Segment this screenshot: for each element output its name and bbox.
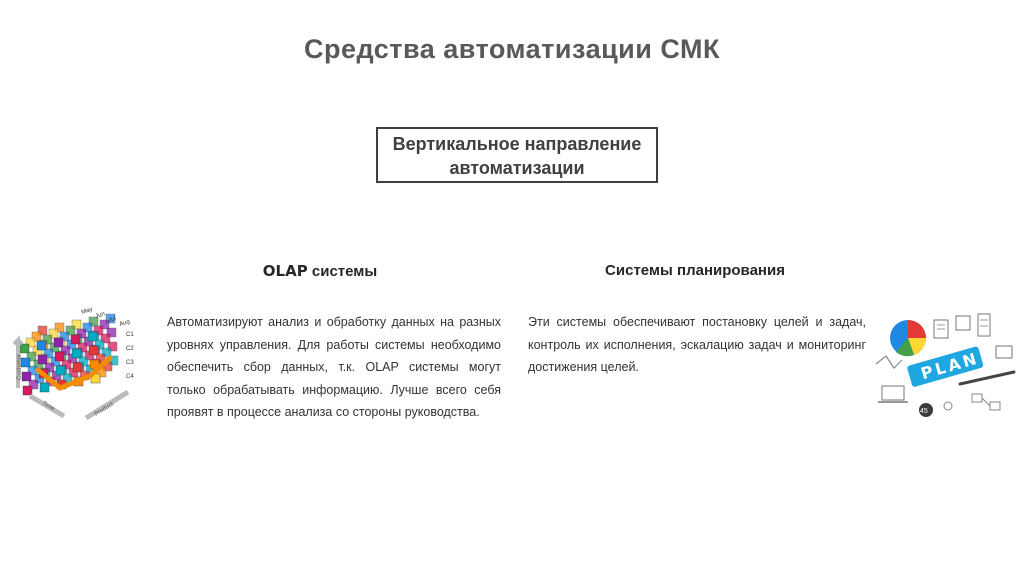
cube-month-3: Jul (107, 315, 117, 324)
axis-customer-label: Customer (17, 353, 23, 380)
cube-cell (72, 349, 81, 358)
cube-row-4: C4 (126, 374, 134, 380)
planning-heading: Системы планирования (605, 262, 785, 279)
flow-node (944, 402, 952, 410)
cube-cell (55, 352, 64, 361)
cube-cell (73, 363, 82, 372)
monitor-sketch (996, 346, 1012, 358)
cube-cell (22, 372, 31, 381)
plan-word: PLAN (918, 348, 982, 384)
cube-cell (88, 332, 97, 341)
olap-description: Автоматизируют анализ и обработку данных на разных уровнях управления. Для работы системы необходимо обеспечить сбор данных, т.к. OLAP системы могут только обрабатывать информацию. Лучше всего себя проявят в процессе анализа со стороны руководства. (167, 315, 501, 419)
laptop-sketch (882, 386, 904, 400)
direction-box (376, 127, 658, 183)
cube-month-1: May (80, 306, 94, 316)
cube-cell (38, 355, 47, 364)
direction-line-2: автоматизации (449, 158, 585, 178)
slide-title: Средства автоматизации СМК (304, 34, 720, 64)
graph-sketch (876, 356, 902, 368)
cube-cell (54, 338, 63, 347)
badge-number: 45 (920, 408, 928, 415)
cube-row-2: C2 (126, 346, 134, 352)
cube-cell (37, 341, 46, 350)
cube-month-4: Aug (118, 318, 131, 328)
server-sketch (978, 314, 990, 336)
planning-illustration-icon (868, 306, 1020, 424)
flow-box-1 (972, 394, 982, 402)
olap-heading (200, 262, 440, 280)
planning-description: Эти системы обеспечивают постановку целей и задач, контроль их исполнения, эскалацию задач и мониторинг достижения целей. (528, 315, 866, 374)
cube-cell (40, 383, 49, 392)
pie-slice-red (908, 320, 926, 338)
cube-cell (71, 335, 80, 344)
olap-heading-prefix: OLAP (262, 262, 308, 280)
axis-time-label: Time (41, 400, 56, 413)
cube-cell (20, 344, 29, 353)
direction-line-1: Вертикальное направление (392, 134, 642, 154)
pen-icon (960, 372, 1014, 384)
olap-heading-rest: системы (307, 263, 378, 280)
cube-month-2: Jun (94, 311, 106, 320)
cube-cell (23, 386, 32, 395)
cube-row-1: C1 (126, 332, 134, 338)
chart-sketch (956, 316, 970, 330)
flow-box-2 (990, 402, 1000, 410)
axis-product-label: Product (93, 401, 115, 418)
olap-cube-icon (12, 300, 140, 426)
cube-row-3: C3 (126, 360, 134, 366)
cube-cell (56, 366, 65, 375)
cube-cell (89, 346, 98, 355)
